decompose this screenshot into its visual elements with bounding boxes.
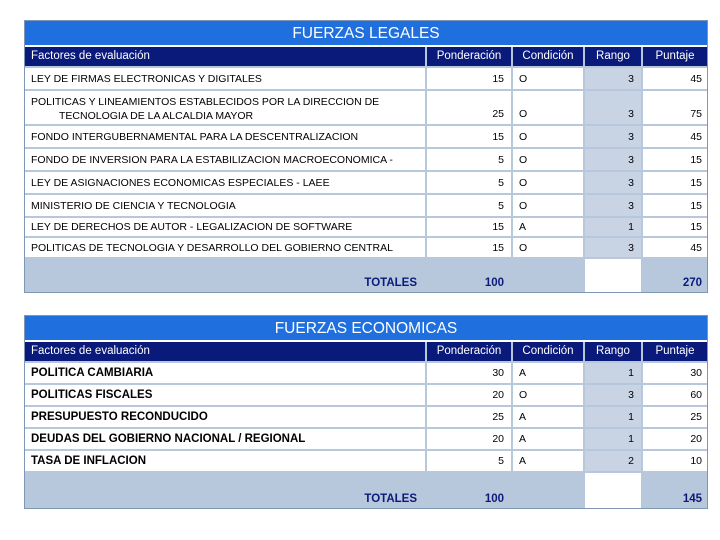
header-factor: Factores de evaluación: [25, 47, 427, 66]
ponderacion-cell: 30: [427, 363, 513, 383]
table-row: [25, 149, 707, 172]
puntaje-cell: 45: [643, 68, 707, 89]
puntaje-cell: 15: [643, 149, 707, 170]
totals-rango-empty: [585, 259, 643, 292]
rango-cell: 1: [585, 363, 643, 383]
table-title: FUERZAS LEGALES: [25, 21, 707, 47]
factor-cell: LEY DE ASIGNACIONES ECONOMICAS ESPECIALES - LAEE: [25, 172, 427, 193]
header-rango: Rango: [585, 342, 643, 361]
ponderacion-cell: 15: [427, 126, 513, 147]
puntaje-cell: 20: [643, 429, 707, 449]
condicion-cell: A: [513, 218, 585, 236]
condicion-cell: A: [513, 363, 585, 383]
condicion-cell: O: [513, 126, 585, 147]
factor-cell: POLITICA CAMBIARIA: [25, 363, 427, 383]
ponderacion-cell: 15: [427, 218, 513, 236]
rango-cell: 3: [585, 385, 643, 405]
totals-condicion-empty: [513, 259, 585, 292]
rango-cell: 3: [585, 172, 643, 193]
factor-cell: PRESUPUESTO RECONDUCIDO: [25, 407, 427, 427]
factor-cell: MINISTERIO DE CIENCIA Y TECNOLOGIA: [25, 195, 427, 216]
puntaje-cell: 15: [643, 195, 707, 216]
totals-ponderacion: 100: [427, 473, 513, 508]
ponderacion-cell: 15: [427, 238, 513, 257]
fuerzas-economicas-table: [24, 315, 708, 509]
table-row: [25, 68, 707, 91]
ponderacion-cell: 5: [427, 195, 513, 216]
puntaje-cell: 30: [643, 363, 707, 383]
totals-puntaje: 145: [643, 473, 707, 508]
condicion-cell: O: [513, 238, 585, 257]
table-row: [25, 91, 707, 126]
header-condicion: Condición: [513, 47, 585, 66]
puntaje-cell: 45: [643, 238, 707, 257]
ponderacion-cell: 15: [427, 68, 513, 89]
table-row: [25, 195, 707, 218]
factor-cell: FONDO DE INVERSION PARA LA ESTABILIZACION MACROECONOMICA -: [25, 149, 427, 170]
ponderacion-cell: 5: [427, 172, 513, 193]
totals-row: [25, 473, 707, 508]
condicion-cell: O: [513, 68, 585, 89]
totals-rango-empty: [585, 473, 643, 508]
header-puntaje: Puntaje: [643, 47, 707, 66]
factor-cell: POLITICAS FISCALES: [25, 385, 427, 405]
factor-cell: FONDO INTERGUBERNAMENTAL PARA LA DESCENTRALIZACION: [25, 126, 427, 147]
table-title: FUERZAS ECONOMICAS: [25, 316, 707, 342]
ponderacion-cell: 25: [427, 91, 513, 124]
factor-cell: TASA DE INFLACION: [25, 451, 427, 471]
rango-cell: 1: [585, 429, 643, 449]
condicion-cell: A: [513, 407, 585, 427]
header-ponderacion: Ponderación: [427, 47, 513, 66]
ponderacion-cell: 20: [427, 385, 513, 405]
rango-cell: 3: [585, 149, 643, 170]
totals-ponderacion: 100: [427, 259, 513, 292]
table-row: [25, 363, 707, 385]
table-row: [25, 238, 707, 259]
puntaje-cell: 60: [643, 385, 707, 405]
puntaje-cell: 45: [643, 126, 707, 147]
header-factor: Factores de evaluación: [25, 342, 427, 361]
header-condicion: Condición: [513, 342, 585, 361]
factor-line-1: POLITICAS Y LINEAMIENTOS ESTABLECIDOS POR LA DIRECCION DE: [31, 96, 380, 108]
table-row: [25, 429, 707, 451]
factor-cell: DEUDAS DEL GOBIERNO NACIONAL / REGIONAL: [25, 429, 427, 449]
header-row: [25, 342, 707, 363]
condicion-cell: A: [513, 451, 585, 471]
factor-cell: LEY DE DERECHOS DE AUTOR - LEGALIZACION DE SOFTWARE: [25, 218, 427, 236]
condicion-cell: A: [513, 429, 585, 449]
ponderacion-cell: 20: [427, 429, 513, 449]
table-row: [25, 385, 707, 407]
factor-cell: LEY DE FIRMAS ELECTRONICAS Y DIGITALES: [25, 68, 427, 89]
factor-line-2: TECNOLOGIA DE LA ALCALDIA MAYOR: [59, 110, 254, 122]
condicion-cell: O: [513, 385, 585, 405]
fuerzas-legales-table: [24, 20, 708, 293]
totals-puntaje: 270: [643, 259, 707, 292]
totals-row: [25, 259, 707, 292]
ponderacion-cell: 25: [427, 407, 513, 427]
condicion-cell: O: [513, 91, 585, 124]
rango-cell: 3: [585, 195, 643, 216]
rango-cell: 3: [585, 126, 643, 147]
ponderacion-cell: 5: [427, 451, 513, 471]
table-row: [25, 172, 707, 195]
condicion-cell: O: [513, 149, 585, 170]
table-row: [25, 451, 707, 473]
puntaje-cell: 10: [643, 451, 707, 471]
factor-cell: POLITICAS DE TECNOLOGIA Y DESARROLLO DEL GOBIERNO CENTRAL: [25, 238, 427, 257]
rango-cell: 3: [585, 91, 643, 124]
puntaje-cell: 15: [643, 172, 707, 193]
table-row: [25, 407, 707, 429]
puntaje-cell: 75: [643, 91, 707, 124]
totals-label: TOTALES: [25, 259, 427, 292]
condicion-cell: O: [513, 195, 585, 216]
table-row: [25, 218, 707, 238]
header-rango: Rango: [585, 47, 643, 66]
rango-cell: 1: [585, 218, 643, 236]
table-row: [25, 126, 707, 149]
rango-cell: 3: [585, 68, 643, 89]
rango-cell: 1: [585, 407, 643, 427]
header-row: [25, 47, 707, 68]
totals-condicion-empty: [513, 473, 585, 508]
rango-cell: 3: [585, 238, 643, 257]
header-ponderacion: Ponderación: [427, 342, 513, 361]
ponderacion-cell: 5: [427, 149, 513, 170]
factor-cell: [25, 91, 427, 124]
puntaje-cell: 25: [643, 407, 707, 427]
condicion-cell: O: [513, 172, 585, 193]
header-puntaje: Puntaje: [643, 342, 707, 361]
totals-label: TOTALES: [25, 473, 427, 508]
puntaje-cell: 15: [643, 218, 707, 236]
rango-cell: 2: [585, 451, 643, 471]
